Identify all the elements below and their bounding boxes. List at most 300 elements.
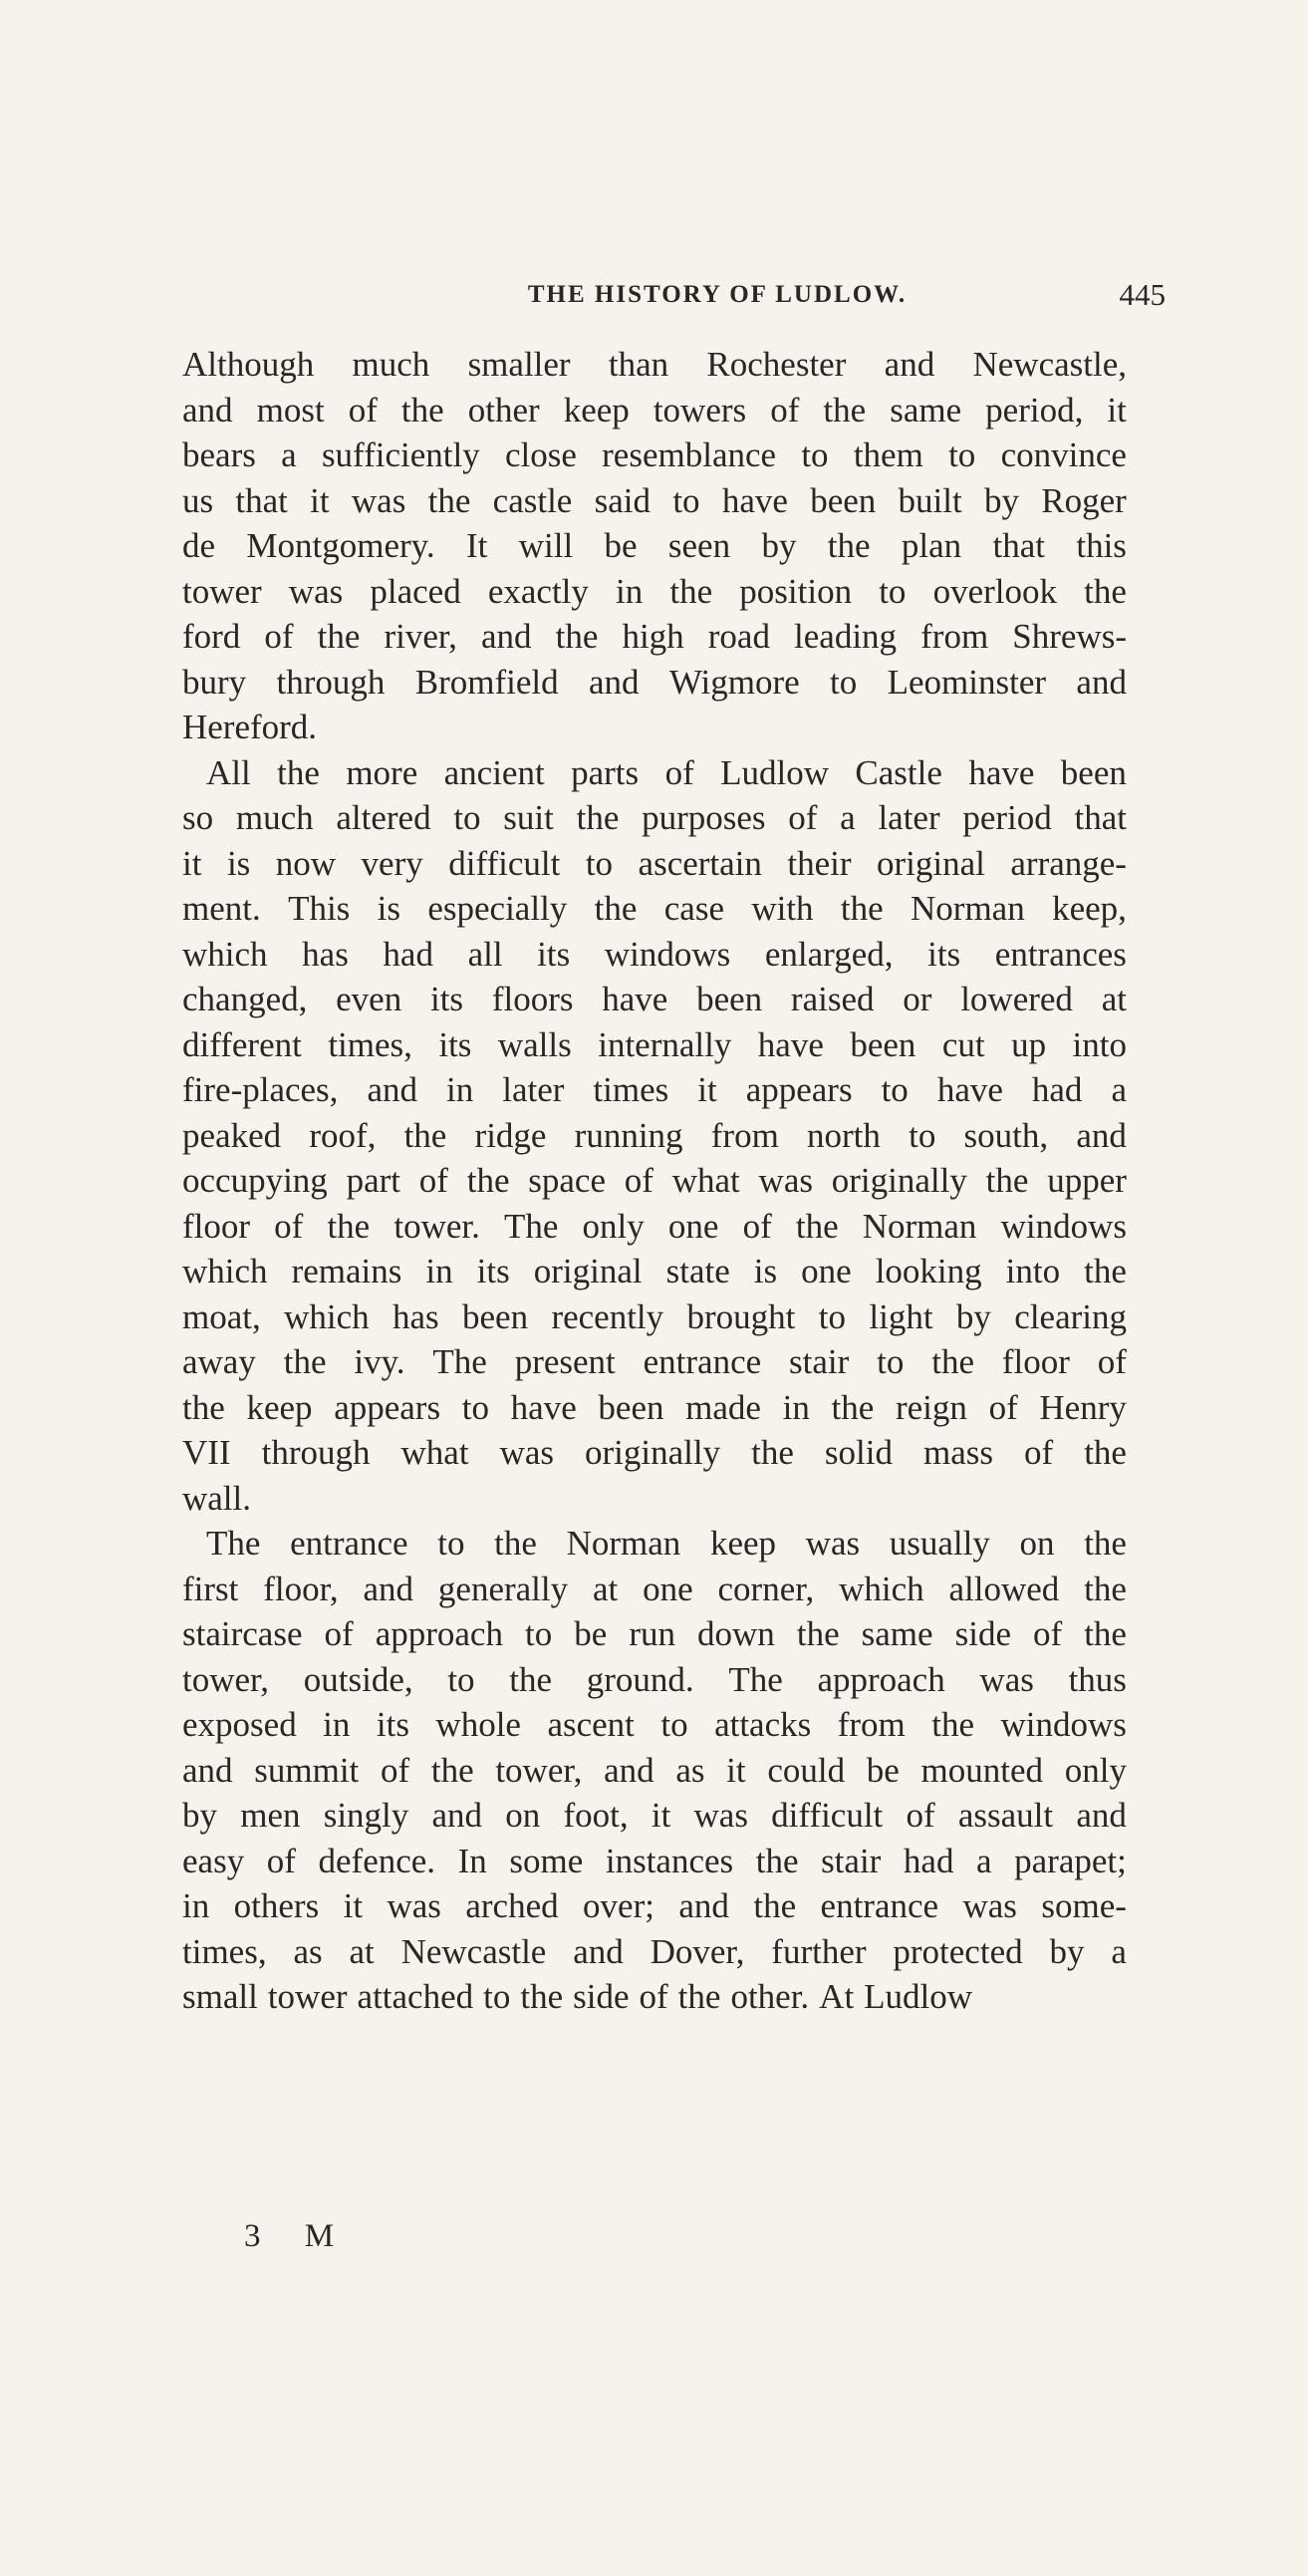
- word: exactly: [487, 571, 589, 611]
- text-line: [182, 1294, 1127, 1340]
- word: from: [710, 1115, 779, 1155]
- word: Henry: [1039, 1387, 1127, 1427]
- text-line: [182, 1657, 1127, 1703]
- word: which: [839, 1569, 924, 1608]
- word: bury: [182, 662, 247, 702]
- word: be: [574, 1614, 608, 1653]
- word: south,: [963, 1115, 1049, 1155]
- text-line: [182, 1022, 1127, 1068]
- word: the: [555, 617, 599, 656]
- word: later: [502, 1070, 565, 1109]
- word: or: [903, 980, 932, 1018]
- word: and: [480, 617, 532, 656]
- word: Norman: [911, 889, 1025, 928]
- word: to: [877, 1342, 905, 1381]
- word: castle: [492, 480, 573, 520]
- word: Although: [182, 345, 315, 384]
- word: upper: [1047, 1161, 1127, 1200]
- word: further: [771, 1931, 867, 1971]
- word: VII: [182, 1433, 231, 1472]
- text-line: [182, 614, 1127, 660]
- word: with: [751, 889, 814, 928]
- word: plan: [901, 526, 962, 565]
- word: solid: [824, 1433, 893, 1472]
- word: was: [351, 480, 406, 520]
- word: stair: [821, 1841, 882, 1880]
- word: most: [256, 390, 325, 429]
- word: the: [931, 1342, 974, 1381]
- word: its: [429, 980, 464, 1018]
- word: floor: [1001, 1342, 1070, 1381]
- word: of: [274, 1206, 304, 1246]
- word: to: [881, 1070, 909, 1109]
- word: the: [182, 1387, 225, 1427]
- word: entrances: [994, 934, 1127, 974]
- word: windows: [1000, 1206, 1127, 1246]
- word: one: [643, 1569, 693, 1608]
- word: what: [400, 1433, 469, 1472]
- word: only: [582, 1206, 645, 1246]
- word: the: [823, 390, 867, 429]
- text-line: [182, 886, 1127, 932]
- word: Leominster: [887, 662, 1047, 702]
- word: and: [182, 390, 233, 429]
- word: has: [392, 1296, 439, 1336]
- word: floor,: [263, 1569, 339, 1608]
- word: Norman: [862, 1206, 977, 1246]
- word: will: [518, 526, 574, 565]
- word: the: [831, 1387, 875, 1427]
- word: side: [573, 1977, 630, 2016]
- word: tower,: [495, 1750, 583, 1790]
- word: ment.: [182, 889, 261, 928]
- word: had: [383, 934, 433, 974]
- word: peaked: [182, 1115, 282, 1155]
- word: to: [830, 662, 858, 702]
- word: towers: [653, 390, 747, 429]
- word: be: [604, 526, 638, 565]
- word: a: [281, 435, 297, 474]
- word: of: [742, 1206, 772, 1246]
- word: its: [927, 934, 961, 974]
- word: have: [968, 752, 1035, 792]
- word: The: [206, 1524, 261, 1563]
- text-line: [182, 342, 1127, 388]
- word: the: [317, 617, 361, 656]
- word: by: [984, 480, 1020, 520]
- word: the: [520, 1977, 564, 2016]
- body-text: [182, 342, 1127, 2020]
- word: of: [906, 1796, 935, 1835]
- word: generally: [437, 1569, 569, 1608]
- text-line: [182, 1567, 1127, 1612]
- word: in: [616, 571, 644, 611]
- word: was: [962, 1886, 1017, 1925]
- word: singly: [323, 1796, 409, 1835]
- word: especially: [427, 889, 568, 928]
- text-line: [182, 1929, 1127, 1975]
- word: to: [461, 1387, 489, 1427]
- word: times,: [328, 1024, 412, 1064]
- word: even: [336, 980, 402, 1018]
- word: at: [349, 1931, 375, 1971]
- word: ivy.: [354, 1342, 405, 1381]
- word: to: [453, 798, 481, 837]
- word: into: [1072, 1024, 1127, 1064]
- word: a: [1111, 1931, 1127, 1971]
- word: of: [418, 1161, 448, 1200]
- word: ascertain: [638, 843, 762, 883]
- word: the: [1084, 1252, 1127, 1290]
- word: it: [343, 1886, 364, 1925]
- word: in: [425, 1252, 453, 1290]
- word: the: [466, 1161, 510, 1200]
- word: have: [757, 1024, 824, 1064]
- word: from: [837, 1705, 906, 1744]
- text-line: [182, 1113, 1127, 1159]
- word: Ludlow: [720, 752, 830, 792]
- text-line: [182, 705, 1127, 750]
- word: Montgomery.: [246, 526, 435, 565]
- word: Wigmore: [668, 662, 800, 702]
- word: the: [327, 1206, 371, 1246]
- word: up: [1011, 1024, 1047, 1064]
- word: appears: [334, 1387, 441, 1427]
- word: to: [948, 435, 976, 474]
- word: approach: [375, 1614, 503, 1653]
- word: have: [602, 980, 668, 1018]
- word: the: [755, 1841, 799, 1880]
- word: the: [1084, 1433, 1127, 1472]
- word: been: [810, 480, 877, 520]
- text-line: [182, 569, 1127, 615]
- word: of: [664, 752, 694, 792]
- word: other: [467, 390, 540, 429]
- word: have: [510, 1387, 577, 1427]
- text-line: [182, 1611, 1127, 1657]
- word: roof,: [309, 1115, 377, 1155]
- word: lowered: [960, 980, 1073, 1018]
- word: it: [182, 843, 202, 883]
- word: times: [593, 1070, 669, 1109]
- word: the: [751, 1433, 794, 1472]
- word: in: [445, 1070, 474, 1109]
- text-line: [182, 841, 1127, 887]
- word: is: [377, 889, 401, 928]
- word: tower,: [182, 1659, 270, 1699]
- word: Castle: [855, 752, 942, 792]
- running-title: THE HISTORY OF LUDLOW.: [527, 281, 908, 308]
- word: exposed: [182, 1705, 297, 1744]
- word: high: [622, 617, 684, 656]
- word: had: [903, 1841, 954, 1880]
- word: present: [514, 1342, 616, 1381]
- word: to: [818, 1296, 847, 1336]
- word: could: [767, 1750, 846, 1790]
- word: now: [275, 843, 337, 883]
- word: road: [707, 617, 770, 656]
- word: to: [585, 843, 614, 883]
- text-line: [182, 478, 1127, 524]
- word: parapet;: [1014, 1841, 1127, 1880]
- word: whole: [435, 1705, 521, 1744]
- word: through: [261, 1433, 371, 1472]
- word: and: [589, 662, 640, 702]
- word: by: [182, 1796, 217, 1835]
- word: At: [819, 1977, 855, 2016]
- word: it: [651, 1796, 671, 1835]
- word: through: [276, 662, 386, 702]
- word: the: [931, 1705, 974, 1744]
- word: of: [1024, 1433, 1054, 1472]
- word: to: [483, 1977, 511, 2016]
- word: Rochester: [706, 345, 847, 384]
- text-line: [182, 388, 1127, 433]
- word: more: [346, 752, 418, 792]
- word: in: [182, 1886, 210, 1925]
- word: summit: [254, 1750, 360, 1790]
- word: wall.: [182, 1478, 252, 1518]
- word: the: [840, 889, 884, 928]
- word: ford: [182, 617, 241, 656]
- word: Dover,: [650, 1931, 745, 1971]
- word: this: [1076, 526, 1127, 565]
- word: space: [528, 1161, 606, 1200]
- word: arched: [465, 1886, 559, 1925]
- word: foot,: [563, 1796, 629, 1835]
- word: raised: [790, 980, 875, 1018]
- word: fire-places,: [182, 1070, 339, 1109]
- word: a: [840, 798, 856, 837]
- word: appears: [745, 1070, 853, 1109]
- word: run: [629, 1614, 675, 1653]
- word: part: [346, 1161, 400, 1200]
- word: case: [663, 889, 724, 928]
- text-line: [182, 1521, 1127, 1567]
- word: The: [503, 1206, 559, 1246]
- running-header: [284, 275, 1166, 315]
- word: of: [348, 390, 378, 429]
- word: tower.: [393, 1206, 480, 1246]
- word: instances: [605, 1841, 734, 1880]
- word: and: [431, 1796, 483, 1835]
- word: keep: [709, 1524, 777, 1563]
- word: convince: [1000, 435, 1127, 474]
- word: been: [850, 1024, 916, 1064]
- word: it: [726, 1750, 746, 1790]
- word: and: [884, 345, 935, 384]
- text-line: [182, 1204, 1127, 1250]
- text-line: [182, 523, 1127, 569]
- word: of: [988, 1387, 1018, 1427]
- word: in: [323, 1705, 351, 1744]
- text-line: [182, 977, 1127, 1022]
- word: tower: [267, 1977, 348, 2016]
- word: the: [430, 1750, 474, 1790]
- printer-signature: 3 M: [244, 2218, 353, 2254]
- word: the: [669, 571, 713, 611]
- word: Newcastle: [400, 1931, 547, 1971]
- word: a: [1111, 1070, 1127, 1109]
- word: first: [182, 1569, 239, 1608]
- word: by: [1049, 1931, 1085, 1971]
- word: the: [494, 1524, 537, 1563]
- word: to: [660, 1705, 688, 1744]
- word: allowed: [948, 1569, 1060, 1608]
- word: the: [576, 798, 620, 837]
- word: of: [624, 1161, 654, 1200]
- word: the: [594, 889, 638, 928]
- word: its: [476, 1252, 510, 1290]
- word: the: [427, 480, 471, 520]
- word: position: [739, 571, 853, 611]
- word: entrance: [820, 1886, 939, 1925]
- word: than: [608, 345, 669, 384]
- word: keep: [246, 1387, 313, 1427]
- word: been: [696, 980, 763, 1018]
- word: the: [1084, 1524, 1127, 1563]
- word: usually: [889, 1524, 990, 1563]
- word: by: [955, 1296, 991, 1336]
- word: cut: [941, 1024, 985, 1064]
- word: at: [592, 1569, 619, 1608]
- word: of: [1097, 1342, 1127, 1381]
- word: the: [403, 1115, 447, 1155]
- word: tower: [182, 571, 262, 611]
- word: was: [288, 571, 344, 611]
- word: period,: [985, 390, 1084, 429]
- word: light: [869, 1296, 933, 1336]
- page-number: 445: [1119, 277, 1166, 312]
- word: only: [1064, 1750, 1127, 1790]
- text-line: [182, 1793, 1127, 1839]
- word: north: [807, 1115, 881, 1155]
- word: as: [675, 1750, 705, 1790]
- word: said: [594, 480, 652, 520]
- word: river,: [384, 617, 457, 656]
- word: recently: [551, 1296, 664, 1336]
- word: originally: [585, 1433, 721, 1472]
- word: same: [861, 1614, 933, 1653]
- word: suit: [503, 798, 554, 837]
- word: other.: [730, 1977, 810, 2016]
- word: of: [1033, 1614, 1063, 1653]
- word: is: [226, 843, 251, 883]
- word: have: [936, 1070, 1003, 1109]
- word: ground.: [586, 1659, 694, 1699]
- word: seen: [667, 526, 731, 565]
- text-line: [182, 932, 1127, 978]
- word: floor: [182, 1206, 251, 1246]
- word: and: [363, 1569, 414, 1608]
- word: was: [693, 1796, 748, 1835]
- word: that: [992, 526, 1045, 565]
- word: its: [376, 1705, 409, 1744]
- word: protected: [893, 1931, 1023, 1971]
- word: away: [182, 1342, 256, 1381]
- word: It: [465, 526, 488, 565]
- word: others: [233, 1886, 320, 1925]
- word: close: [504, 435, 577, 474]
- text-line: [182, 1158, 1127, 1204]
- word: running: [574, 1115, 683, 1155]
- word: to: [672, 480, 700, 520]
- word: later: [878, 798, 940, 837]
- text-line: [182, 1974, 1127, 2020]
- word: walls: [497, 1024, 572, 1064]
- word: us: [182, 480, 214, 520]
- word: resemblance: [602, 435, 777, 474]
- word: Newcastle,: [972, 345, 1127, 384]
- word: Shrews-: [1012, 617, 1127, 656]
- word: and: [604, 1750, 654, 1790]
- text-line: [182, 1702, 1127, 1748]
- word: built: [898, 480, 962, 520]
- word: and: [678, 1886, 729, 1925]
- word: smaller: [467, 345, 571, 384]
- word: attacks: [714, 1705, 812, 1744]
- word: the: [795, 1206, 839, 1246]
- word: over;: [583, 1886, 654, 1925]
- word: side: [954, 1614, 1011, 1653]
- word: corner,: [717, 1569, 815, 1608]
- word: to: [437, 1524, 465, 1563]
- word: and: [182, 1750, 233, 1790]
- word: one: [801, 1252, 852, 1290]
- text-line: [182, 1430, 1127, 1476]
- word: and: [573, 1931, 624, 1971]
- word: it: [310, 480, 330, 520]
- word: assault: [957, 1796, 1054, 1835]
- word: moat,: [182, 1296, 261, 1336]
- word: outside,: [303, 1659, 413, 1699]
- word: to: [909, 1115, 936, 1155]
- word: ancient: [443, 752, 545, 792]
- word: some-: [1041, 1886, 1127, 1925]
- word: purposes: [642, 798, 766, 837]
- word: the: [827, 526, 871, 565]
- text-line: [182, 660, 1127, 706]
- word: was: [387, 1886, 441, 1925]
- word: its: [438, 1024, 472, 1064]
- word: it: [697, 1070, 717, 1109]
- word: reign: [895, 1387, 967, 1427]
- word: very: [361, 843, 423, 883]
- word: the: [283, 1342, 327, 1381]
- word: made: [685, 1387, 761, 1427]
- word: the: [1084, 571, 1127, 611]
- word: leading: [794, 617, 898, 656]
- word: The: [432, 1342, 487, 1381]
- word: which: [182, 1252, 268, 1290]
- word: as: [293, 1931, 323, 1971]
- word: ridge: [474, 1115, 547, 1155]
- word: by: [761, 526, 797, 565]
- word: and: [1076, 662, 1127, 702]
- word: entrance: [290, 1524, 408, 1563]
- word: period: [962, 798, 1052, 837]
- word: ascent: [547, 1705, 635, 1744]
- word: of: [788, 798, 818, 837]
- word: the: [985, 1161, 1029, 1200]
- word: one: [667, 1206, 719, 1246]
- word: defence.: [318, 1841, 436, 1880]
- word: the: [1084, 1614, 1127, 1653]
- word: same: [890, 390, 962, 429]
- word: into: [1005, 1252, 1061, 1290]
- word: difficult: [771, 1796, 884, 1835]
- word: the: [796, 1614, 840, 1653]
